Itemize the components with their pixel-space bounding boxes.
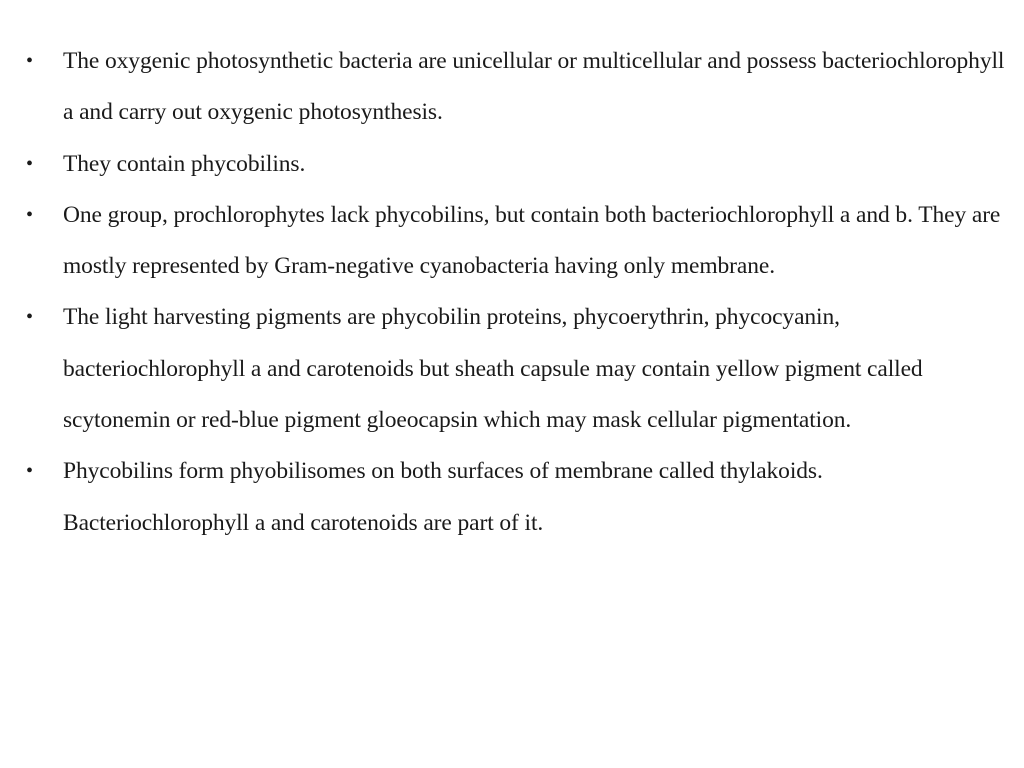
bullet-icon: • [26, 306, 33, 329]
bullet-text: Phycobilins form phyobilisomes on both surfaces of membrane called thylakoids. Bacteriochlorophyll a and carotenoids are part of it. [63, 458, 823, 536]
bullet-text: The light harvesting pigments are phycobilin proteins, phycoerythrin, phycocyanin, bacteriochlorophyll a and carotenoids but sheath capsule may contain yellow pigment called scytonemin or red-blue pigment gloeocapsin which may mask cellular pigmentation. [63, 304, 923, 434]
bullet-item-2 [0, 139, 1024, 190]
bullet-icon: • [26, 460, 33, 483]
bullet-item-1 [0, 36, 1024, 139]
bullet-icon: • [26, 203, 33, 226]
bullet-text: They contain phycobilins. [63, 150, 306, 177]
bullet-list [0, 36, 1024, 549]
bullet-text: One group, prochlorophytes lack phycobilins, but contain both bacteriochlorophyll a and b. They are mostly represented by Gram-negative cyanobacteria having only membrane. [63, 201, 1001, 280]
bullet-text: The oxygenic photosynthetic bacteria are unicellular or multicellular and possess bacteriochlorophyll a and carry out oxygenic photosynthesis. [63, 48, 1005, 126]
bullet-icon: • [26, 50, 33, 72]
bullet-item-4 [0, 292, 1024, 446]
bullet-icon: • [26, 152, 33, 175]
bullet-item-3 [0, 190, 1024, 293]
bullet-item-5 [0, 446, 1024, 549]
